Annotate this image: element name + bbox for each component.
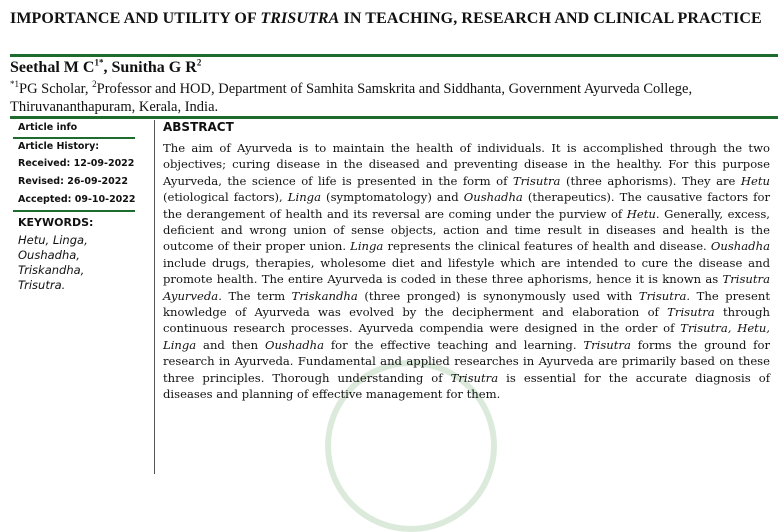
author-1-sup: 1* (94, 57, 104, 68)
authors (10, 59, 201, 77)
affiliation (10, 80, 770, 116)
abstract-term: Triskandha (291, 288, 358, 303)
abstract-text: represents the clinical features of health and disease. (383, 239, 711, 254)
abstract-term: Trisutra. (638, 288, 691, 303)
article-history-label: Article History: (18, 141, 100, 152)
abstract-text: (therapeutics). The causative factors for the derangement of health and its reversal are coming under the purview of (163, 190, 770, 221)
abstract-text: . Generally, excess, deficient and wrong union of sense objects, action and time result in diseases and health is the outcome of their proper union. (163, 206, 770, 254)
keyword-line: Trisutra. (18, 278, 66, 292)
paper-title (10, 8, 770, 30)
abstract-heading: ABSTRACT (163, 120, 234, 134)
affil-text-1: PG Scholar, (19, 81, 93, 97)
keyword-line: Triskandha, (18, 263, 85, 277)
keyword-line: Hetu, Linga, (18, 233, 88, 247)
abstract-term: Trisutra, Hetu, Linga (163, 321, 770, 352)
abstract-text: (symptomatology) and (321, 190, 464, 205)
history-rule (13, 210, 135, 212)
author-1: Seethal M C (10, 59, 95, 76)
abstract-text: and then (196, 337, 265, 352)
author-2: Sunitha G R (111, 59, 197, 76)
title-part-1: IMPORTANCE AND UTILITY OF (10, 10, 261, 27)
abstract-term: Linga (350, 239, 384, 254)
author-2-sup: 2 (196, 57, 202, 68)
abstract-term: Hetu (626, 206, 656, 221)
abstract-text: (three pronged) is synonymously used with (357, 288, 639, 303)
keywords-list (18, 233, 138, 293)
abstract-term: Trisutra Ayurveda. (163, 272, 770, 303)
abstract-text: The present knowledge of Ayurveda was evolved by the decipherment and elaboration of (163, 288, 770, 320)
title-part-italic: TRISUTRA (260, 10, 340, 27)
abstract-term: Oushadha (710, 239, 770, 254)
article-info-heading: Article info (18, 122, 78, 133)
abstract-text: is essential for the accurate diagnosis of diseases and planning of effective management for them. (163, 370, 770, 402)
abstract-text: The term (221, 288, 292, 303)
column-divider (154, 120, 155, 474)
keyword-line: Oushadha, (18, 248, 80, 262)
abstract-text: include drugs, therapies, wholesome diet and lifestyle which are intended to cure the disease and promote health. The entire Ayurveda is coded in these three aphorisms, hence it is known as (163, 255, 770, 287)
abstract-text: for the effective teaching and learning. (324, 337, 584, 352)
keywords-heading: KEYWORDS: (18, 216, 94, 229)
article-info-rule (13, 137, 135, 139)
affil-sup-1: *1 (10, 79, 19, 90)
abstract-term: Trisutra (583, 337, 631, 352)
abstract-text: (etiological factors), (163, 190, 288, 205)
header-rule (10, 116, 778, 119)
affil-sup-2: 2 (92, 79, 97, 90)
abstract-body (163, 140, 770, 403)
abstract-term: Linga (287, 190, 321, 205)
abstract-term: Oushadha (463, 190, 523, 205)
accepted-date: Accepted: 09-10-2022 (18, 194, 136, 205)
abstract-text: through continuous research processes. Ayurveda compendia were designed in the order of (163, 305, 770, 336)
title-part-3: IN TEACHING, RESEARCH AND CLINICAL PRACTICE (339, 10, 762, 27)
abstract-text: forms the ground for research in Ayurveda. Fundamental and applied researches in Ayurveda are primarily based on these three principles. Thorough understanding of (163, 337, 770, 385)
abstract-text: (three aphorisms). They are (560, 173, 741, 188)
abstract-text: The aim of Ayurveda is to maintain the health of individuals. It is accomplished through the two objectives; curing disease in the diseased and preventing disease in the healthy. For this purpose Ayurveda, the science of life is presented in the form of (163, 141, 770, 188)
abstract-term: Trisutra (667, 305, 715, 320)
title-rule (10, 54, 778, 57)
affil-text-2: Professor and HOD, Department of Samhita Samskrita and Siddhanta, Government Ayurveda College, Thiruvananthapuram, Kerala, India. (10, 81, 693, 115)
received-date: Received: 12-09-2022 (18, 158, 135, 169)
abstract-term: Hetu (740, 173, 771, 188)
abstract-term: Trisutra (450, 370, 499, 385)
abstract-term: Oushadha (264, 337, 325, 352)
abstract-term: Trisutra (512, 173, 561, 188)
author-separator: , (103, 59, 112, 76)
revised-date: Revised: 26-09-2022 (18, 176, 128, 187)
